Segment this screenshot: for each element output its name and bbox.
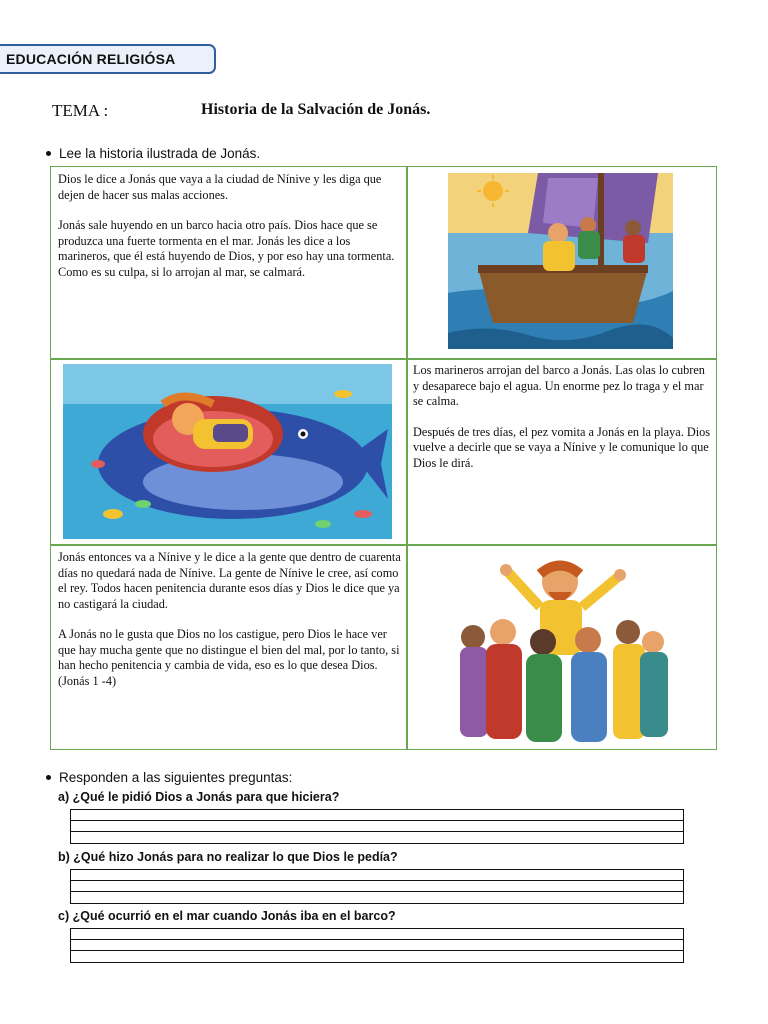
nineveh-crowd-illustration xyxy=(448,552,673,744)
story-paragraph: Dios le dice a Jonás que vaya a la ciudad de Nínive y les diga que dejen de hacer sus malas acciones. xyxy=(58,172,382,202)
answer-instruction xyxy=(46,770,292,785)
story-paragraph: Jonás entonces va a Nínive y le dice a la gente que dentro de cuarenta días no quedará nada de Nínive. La gente de Nínive le cree, así como el rey. Todos hacen penitencia durante esos días y Dios le dice que ya no castigará la ciudad. xyxy=(58,550,401,611)
story-paragraph: Después de tres días, el pez vomita a Jonás en la playa. Dios vuelve a decirle que se vaya a Nínive y le comunique lo que Dios le dirá. xyxy=(413,424,711,470)
answer-rule xyxy=(71,939,683,940)
subject-label: EDUCACIÓN RELIGIÓSA xyxy=(6,51,176,67)
table-divider xyxy=(51,544,716,546)
answer-field-a[interactable] xyxy=(70,809,684,844)
answer-instruction-text: Responden a las siguientes preguntas: xyxy=(59,770,293,785)
answer-rule xyxy=(71,880,683,881)
bullet-icon xyxy=(46,151,51,156)
story-cell-2 xyxy=(413,363,713,486)
table-divider xyxy=(51,358,716,360)
table-divider xyxy=(406,167,408,749)
question-b: b) ¿Qué hizo Jonás para no realizar lo que Dios le pedía? xyxy=(58,850,398,864)
story-paragraph: A Jonás no le gusta que Dios no los castigue, pero Dios le hace ver que hay mucha gente que no distingue el bien del mal, por lo tanto, si han hecho penitencia y cambia de vida, eso es lo que desea Dios. (Jonás 1 -4) xyxy=(58,627,400,688)
whale-illustration xyxy=(63,364,392,539)
boat-storm-illustration xyxy=(448,173,673,349)
answer-rule xyxy=(71,891,683,892)
story-paragraph: Jonás sale huyendo en un barco hacia otro país. Dios hace que se produzca una fuerte tormenta en el mar. Jonás les dice a los marineros, que él está huyendo de Dios, y por eso hay una tormenta. Como es su culpa, si lo arrojan al mar, se calmará. xyxy=(58,218,395,279)
story-paragraph: Los marineros arrojan del barco a Jonás. Las olas lo cubren y desaparece bajo el agua. Un enorme pez lo traga y el mar se calma. xyxy=(413,363,705,408)
subject-banner xyxy=(0,44,216,74)
bullet-icon xyxy=(46,775,51,780)
answer-field-b[interactable] xyxy=(70,869,684,904)
read-instruction-text: Lee la historia ilustrada de Jonás. xyxy=(59,146,261,161)
answer-rule xyxy=(71,831,683,832)
question-c: c) ¿Qué ocurrió en el mar cuando Jonás iba en el barco? xyxy=(58,909,396,923)
answer-field-c[interactable] xyxy=(70,928,684,963)
tema-label: TEMA : xyxy=(52,101,109,120)
answer-rule xyxy=(71,950,683,951)
question-a: a) ¿Qué le pidió Dios a Jonás para que hiciera? xyxy=(58,790,340,804)
read-instruction xyxy=(46,146,260,161)
story-cell-3 xyxy=(58,550,403,704)
tema-title: Historia de la Salvación de Jonás. xyxy=(201,101,431,118)
story-table xyxy=(50,166,717,750)
answer-rule xyxy=(71,820,683,821)
story-cell-1 xyxy=(58,172,403,295)
